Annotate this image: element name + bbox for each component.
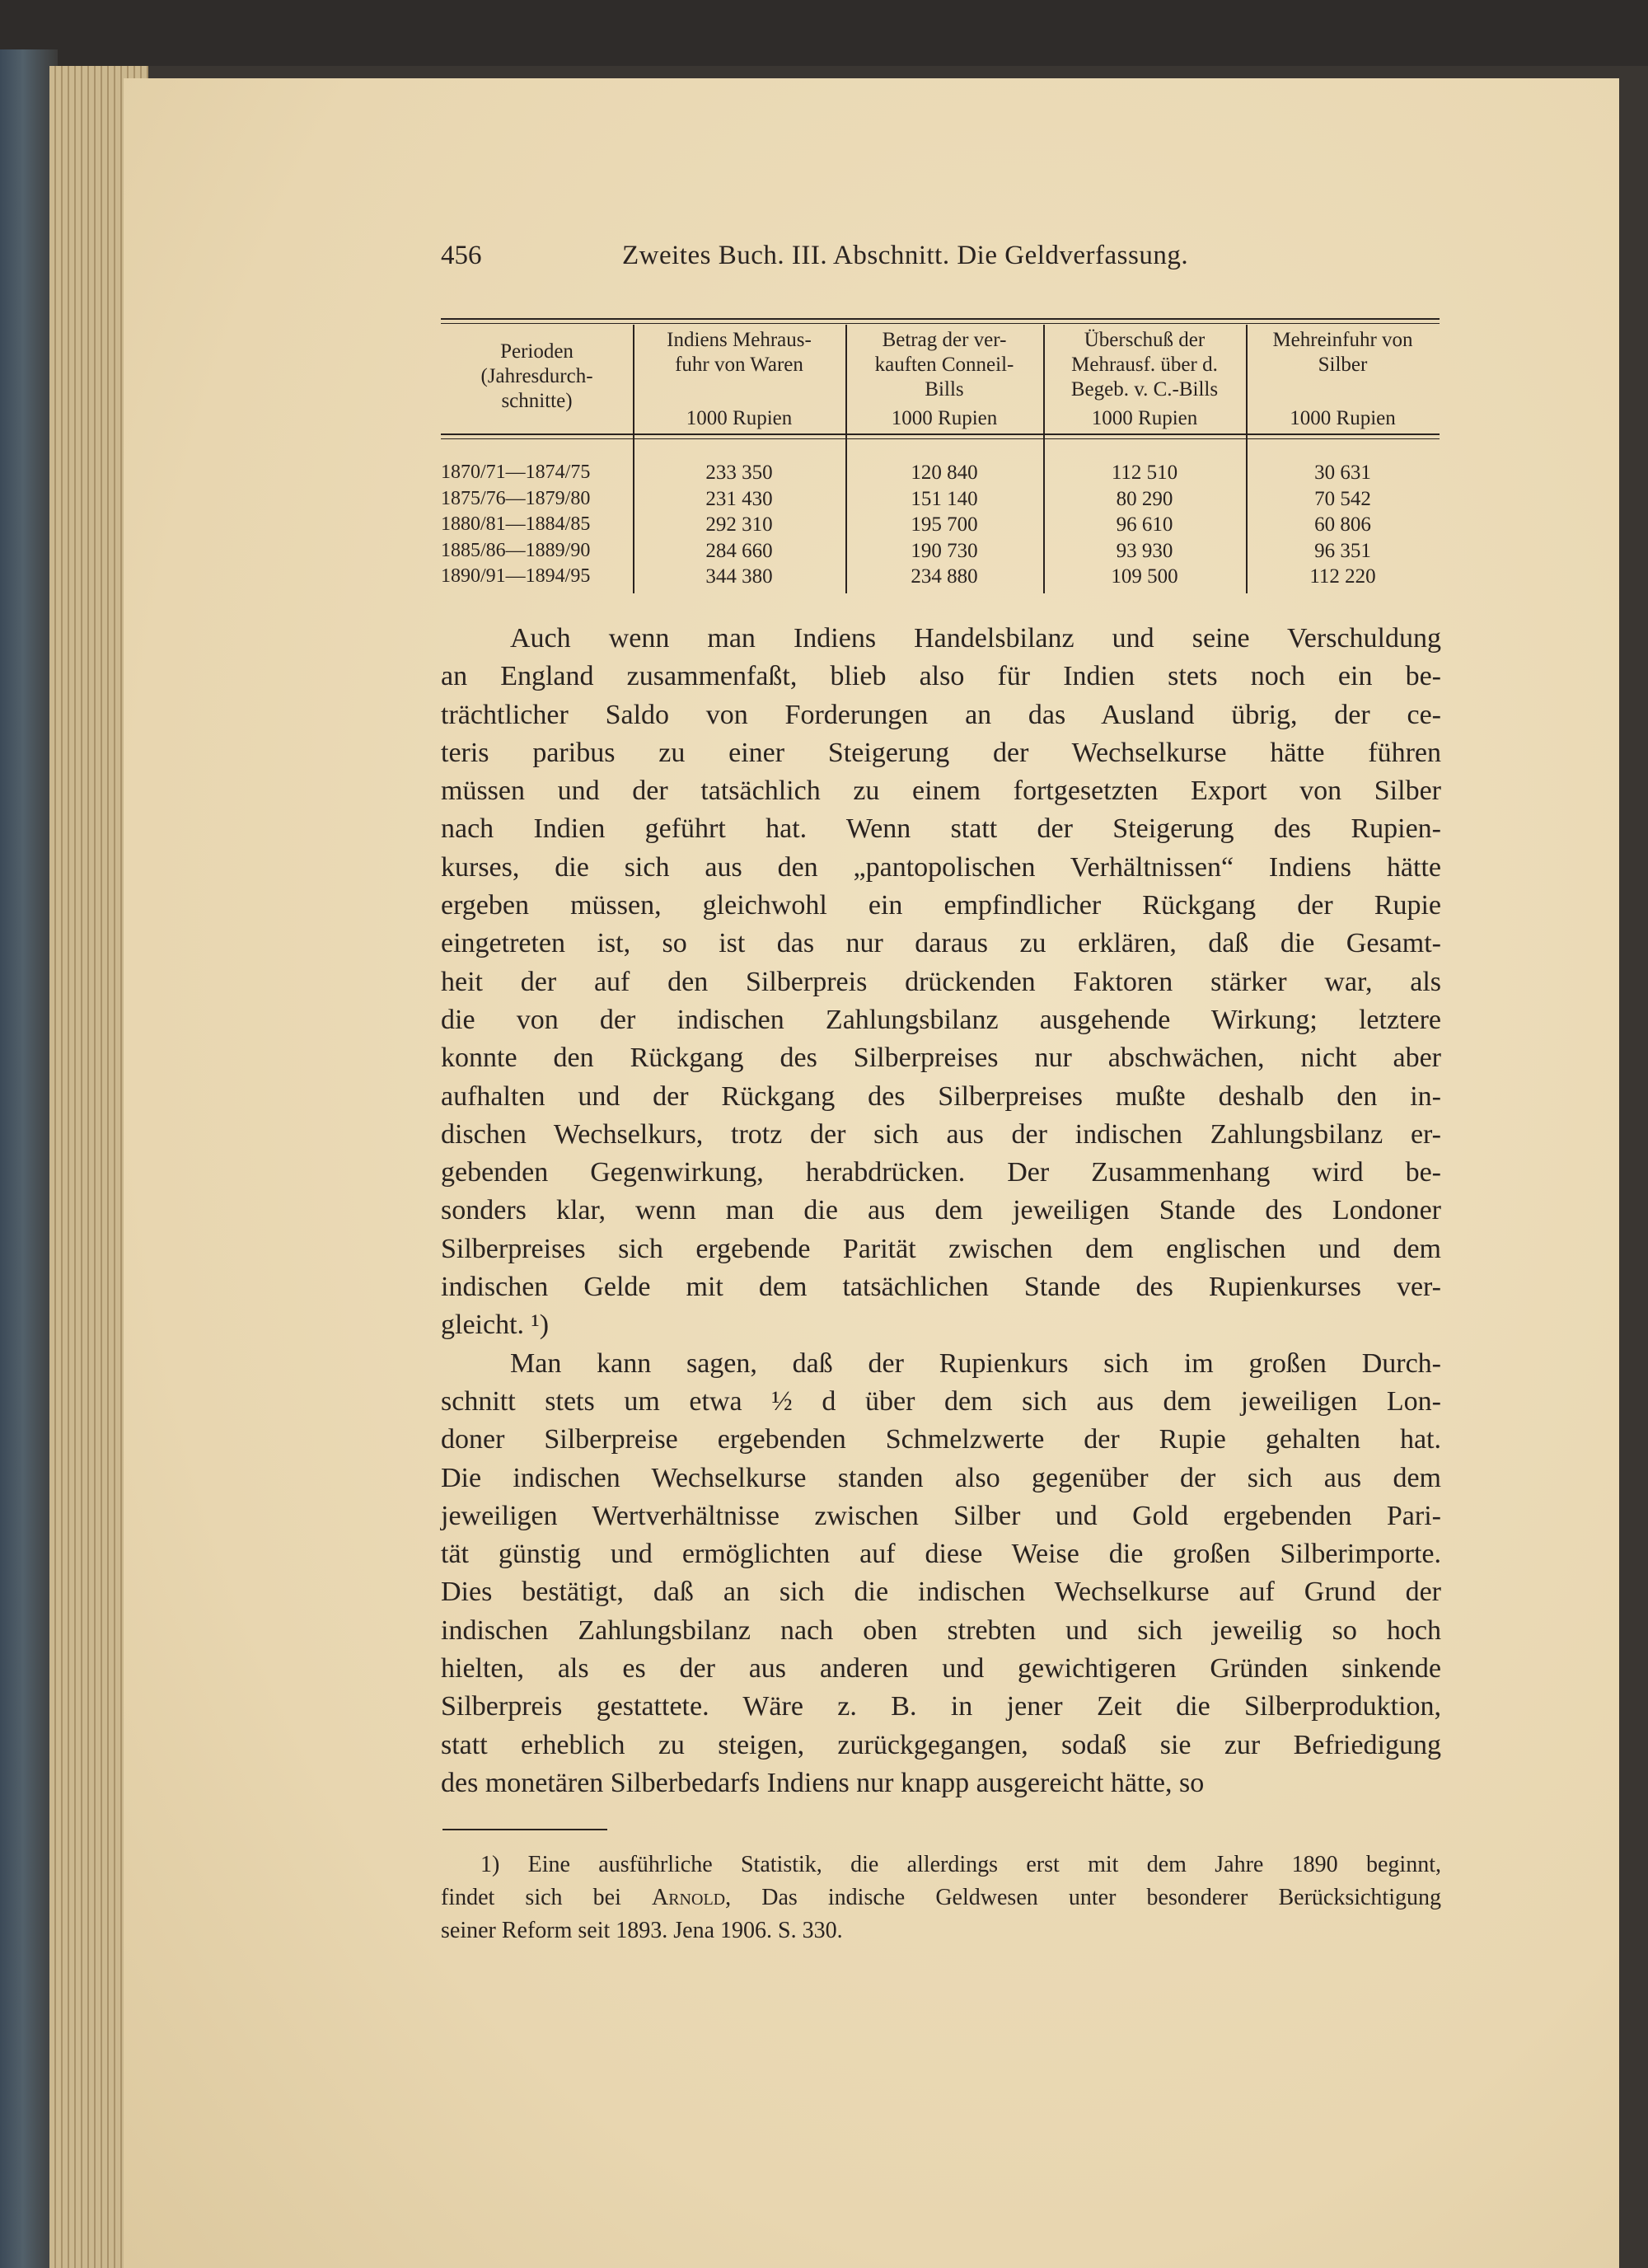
- text-line: sonders klar, wenn man die aus dem jeweiligen Stande des Londoner: [441, 1195, 1441, 1226]
- statistics-table: [441, 318, 1440, 598]
- text-line: gleicht. ¹): [441, 1310, 550, 1341]
- text-line: Silberpreises sich ergebende Parität zwischen dem englischen und dem: [441, 1233, 1441, 1264]
- column-header: [633, 328, 845, 431]
- text-line: nach Indien geführt hat. Wenn statt der Steigerung des Rupien-: [441, 813, 1441, 845]
- header-line: Silber: [1318, 354, 1368, 376]
- value-cell: 60 806: [1314, 513, 1371, 536]
- text-line: kurses, die sich aus den „pantopolischen Verhältnissen“ Indiens hätte: [441, 851, 1441, 883]
- period-cell: 1870/71—1874/75: [441, 462, 591, 483]
- text-line: tät günstig und ermöglichten auf diese Weise die großen Silberimporte.: [441, 1539, 1441, 1570]
- text-line: trächtlicher Saldo von Forderungen an das Ausland übrig, der ce-: [441, 699, 1441, 730]
- text-line: Silberpreis gestattete. Wäre z. B. in jener Zeit die Silberproduktion,: [441, 1691, 1441, 1722]
- header-line: Perioden: [500, 340, 574, 363]
- value-cell: 93 930: [1116, 539, 1173, 562]
- value-cell: 292 310: [705, 513, 773, 536]
- text-line: doner Silberpreise ergebenden Schmelzwerte der Rupie gehalten hat.: [441, 1424, 1441, 1455]
- header-line: Indiens Mehraus-: [667, 329, 812, 351]
- unit-label: 1000 Rupien: [1091, 407, 1198, 429]
- value-cell: 80 290: [1116, 487, 1173, 510]
- text-line: jeweiligen Wertverhältnisse zwischen Silber und Gold ergebenden Pari-: [441, 1500, 1441, 1531]
- header-line: Bills: [925, 378, 964, 401]
- period-cell: 1890/91—1894/95: [441, 565, 591, 587]
- header-line: Mehrausf. über d.: [1071, 354, 1218, 376]
- body-text: [441, 620, 1441, 1802]
- text-line: die von der indischen Zahlungsbilanz ausgehende Wirkung; letztere: [441, 1004, 1441, 1035]
- footnote-line: findet sich bei Arnold, Das indische Geldwesen unter besonderer Berücksichtigung: [441, 1885, 1441, 1910]
- scan-background-right: [1619, 66, 1648, 2268]
- value-cell: 70 542: [1314, 487, 1371, 510]
- text-line: statt erheblich zu steigen, zurückgegangen, sodaß sie zur Befriedigung: [441, 1729, 1441, 1760]
- header-line: kauften Conneil-: [874, 354, 1014, 376]
- value-cell: 96 351: [1314, 539, 1371, 562]
- period-cell: 1875/76—1879/80: [441, 487, 591, 509]
- footnote-line: 1) Eine ausführliche Statistik, die allerdings erst mit dem Jahre 1890 beginnt,: [480, 1852, 1441, 1877]
- column-header: [1043, 328, 1246, 431]
- unit-label: 1000 Rupien: [891, 407, 998, 429]
- text-line: Dies bestätigt, daß an sich die indischen Wechselkurse auf Grund der: [441, 1577, 1441, 1608]
- period-cell: 1885/86—1889/90: [441, 539, 591, 561]
- value-cell: 284 660: [705, 539, 773, 562]
- text-line: an England zusammenfaßt, blieb also für Indien stets noch ein be-: [441, 661, 1441, 692]
- value-cell: 109 500: [1111, 565, 1178, 588]
- column-header: [1246, 328, 1440, 431]
- text-line: indischen Zahlungsbilanz nach oben strebten und sich jeweilig so hoch: [441, 1614, 1441, 1646]
- header-line: Mehreinfuhr von: [1272, 329, 1413, 351]
- text-line: heit der auf den Silberpreis drückenden Faktoren stärker war, als: [441, 966, 1441, 997]
- value-cell: 190 730: [911, 539, 978, 562]
- scan-background: [0, 0, 1648, 66]
- column-header: [441, 328, 633, 443]
- running-title: Zweites Buch. III. Abschnitt. Die Geldverfassung.: [622, 241, 1189, 270]
- value-cell: 112 510: [1111, 462, 1178, 484]
- unit-label: 1000 Rupien: [686, 407, 793, 429]
- text-line: gebenden Gegenwirkung, herabdrücken. Der Zusammenhang wird be-: [441, 1157, 1441, 1188]
- footnote-divider: [442, 1829, 607, 1830]
- author-name: Arnold: [652, 1885, 726, 1910]
- value-cell: 233 350: [705, 462, 773, 484]
- text-line: Man kann sagen, daß der Rupienkurs sich im großen Durch-: [510, 1347, 1441, 1379]
- value-cell: 195 700: [911, 513, 978, 536]
- text-line: ergeben müssen, gleichwohl ein empfindlicher Rückgang der Rupie: [441, 890, 1441, 921]
- footnote-line: seiner Reform seit 1893. Jena 1906. S. 330.: [441, 1918, 843, 1943]
- header-line: Überschuß der: [1084, 329, 1206, 351]
- value-cell: 231 430: [705, 487, 773, 510]
- text-line: Die indischen Wechselkurse standen also gegenüber der sich aus dem: [441, 1462, 1441, 1493]
- running-header: [441, 241, 1441, 277]
- column-header: [845, 328, 1043, 431]
- text-line: eingetreten ist, so ist das nur daraus zu erklären, daß die Gesamt-: [441, 928, 1441, 959]
- value-cell: 112 220: [1309, 565, 1376, 588]
- value-cell: 96 610: [1116, 513, 1173, 536]
- footnote: [441, 1849, 1441, 1947]
- text-line: teris paribus zu einer Steigerung der Wechselkurse hätte führen: [441, 737, 1441, 768]
- text-line: müssen und der tatsächlich zu einem fortgesetzten Export von Silber: [441, 776, 1441, 807]
- value-cell: 151 140: [911, 487, 978, 510]
- header-line: Begeb. v. C.-Bills: [1070, 378, 1219, 401]
- text-line: konnte den Rückgang des Silberpreises nur abschwächen, nicht aber: [441, 1043, 1441, 1074]
- value-cell: 234 880: [911, 565, 978, 588]
- value-cell: 30 631: [1314, 462, 1371, 484]
- text-line: Auch wenn man Indiens Handelsbilanz und seine Verschuldung: [510, 623, 1441, 654]
- page-number: 456: [441, 241, 482, 270]
- text-line: hielten, als es der aus anderen und gewichtigeren Gründen sinkende: [441, 1653, 1441, 1685]
- header-line: fuhr von Waren: [675, 354, 803, 376]
- period-cell: 1880/81—1884/85: [441, 513, 591, 535]
- text-line: indischen Gelde mit dem tatsächlichen Stande des Rupienkurses ver-: [441, 1272, 1441, 1303]
- text-line: aufhalten und der Rückgang des Silberpreises mußte deshalb den in-: [441, 1080, 1441, 1112]
- header-line: Betrag der ver-: [882, 329, 1007, 351]
- value-cell: 344 380: [705, 565, 773, 588]
- unit-label: 1000 Rupien: [1290, 407, 1396, 429]
- value-cell: 120 840: [911, 462, 978, 484]
- text-line: des monetären Silberbedarfs Indiens nur knapp ausgereicht hätte, so: [441, 1767, 1205, 1798]
- text-line: schnitt stets um etwa ½ d über dem sich aus dem jeweiligen Lon-: [441, 1385, 1441, 1417]
- text-line: dischen Wechselkurs, trotz der sich aus der indischen Zahlungsbilanz er-: [441, 1118, 1441, 1150]
- header-line: schnitte): [501, 390, 573, 412]
- header-line: (Jahresdurch-: [480, 365, 593, 387]
